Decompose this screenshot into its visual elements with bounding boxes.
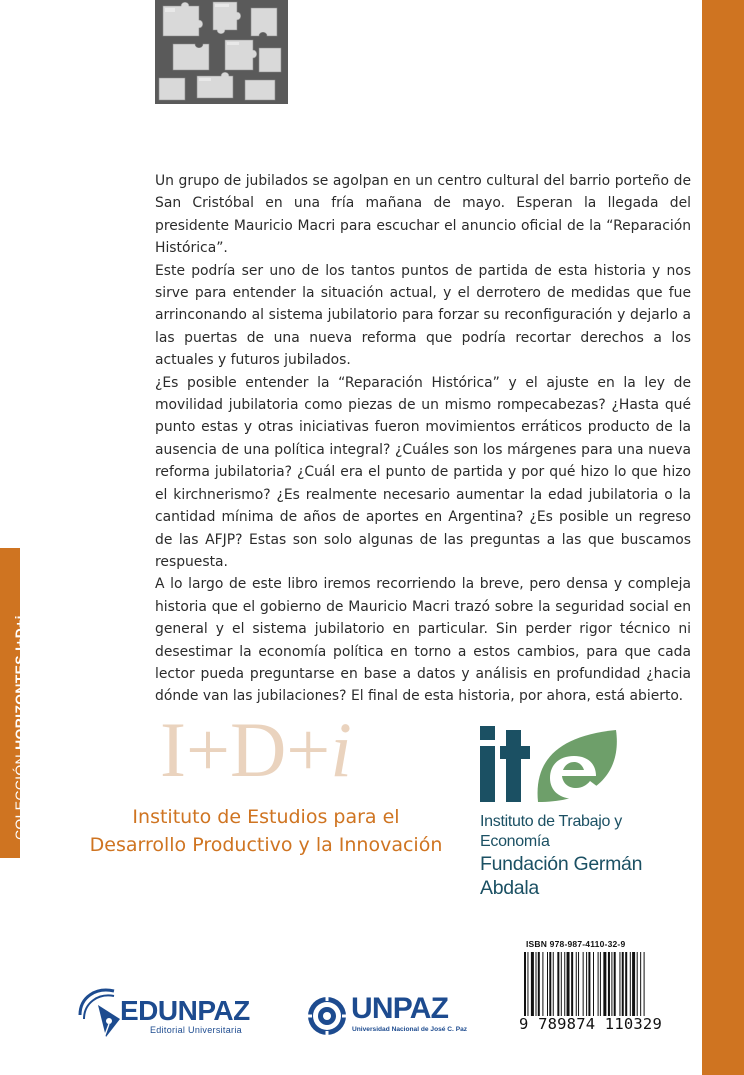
idi-name-line1: Instituto de Estudios para el [132, 806, 400, 828]
barcode-bar [630, 952, 631, 1016]
ite-logo-icon [476, 722, 626, 806]
synopsis-paragraph-2: Este podría ser uno de los tantos puntos de partida de esta historia y nos sirve para entender la situación actual, y el derrotero de medidas que fue arrinconando al sistema jubilatorio para forzar su reconfiguración y dejarlo a las puertas de una nueva reforma que podría recortar derechos a los actuales y futuros jubilados. [155, 262, 691, 369]
barcode-bar [564, 952, 565, 1016]
ite-institute-name [480, 812, 690, 900]
edunpaz-name: EDUNPAZ [120, 995, 250, 1026]
idi-logo [160, 705, 400, 795]
barcode-bar [583, 952, 584, 1016]
barcode-bar [538, 952, 540, 1016]
barcode-bar [561, 952, 562, 1016]
barcode-bar [524, 952, 526, 1016]
idi-mark-italic: i [330, 706, 352, 793]
synopsis [155, 170, 691, 708]
isbn-digits: 9 789874 110329 [519, 1015, 662, 1033]
idi-institute-name [66, 803, 466, 859]
unpaz-subtitle: Universidad Nacional de José C. Paz [352, 1026, 468, 1033]
barcode-bar [542, 952, 543, 1016]
barcode-bar [567, 952, 570, 1016]
idi-mark-regular: I+D+ [160, 706, 331, 793]
puzzle-pieces-icon [155, 0, 288, 104]
barcode-bar [571, 952, 573, 1016]
barcode-bar [611, 952, 612, 1016]
barcode-bar [600, 952, 601, 1016]
barcode-bar [644, 952, 645, 1016]
synopsis-paragraph-1: Un grupo de jubilados se agolpan en un centro cultural del barrio porteño de San Cristóbal en una fría mañana de mayo. Esperan la llegada del presidente Mauricio Macri para escuchar el anuncio oficial de la “Reparación Histórica”. [155, 173, 691, 257]
synopsis-paragraph-4: A lo largo de este libro iremos recorriendo la breve, pero densa y compleja historia que el gobierno de Mauricio Macri trazó sobre la seguridad social en general y el sistema jubilatorio en particular. Sin perder rigor técnico ni desestimar la economía política en torno a estos cambios, para que cada lector pueda preguntarse en base a datos y análisis en profundidad ¿hacia dónde van las jubilaciones? El final de esta historia, por ahora, está abierto. [155, 576, 691, 705]
barcode-bar [614, 952, 616, 1016]
collection-prefix: COLECCIÓN [12, 749, 28, 840]
barcode-bar [622, 952, 624, 1016]
idi-name-line2: Desarrollo Productivo y la Innovación [89, 834, 443, 856]
edunpaz-subtitle: Editorial Universitaria [150, 1025, 242, 1035]
right-orange-band [702, 0, 744, 1075]
barcode-bar [578, 952, 579, 1016]
collection-label [10, 540, 30, 840]
barcode-bar [586, 952, 587, 1016]
barcode-bar [632, 952, 635, 1016]
barcode-bar [625, 952, 627, 1016]
barcode-bar [640, 952, 641, 1016]
barcode-bar [588, 952, 590, 1016]
barcode-bar [619, 952, 620, 1016]
collection-title: HORIZONTES I+D+i [12, 615, 28, 750]
barcode-bar [527, 952, 528, 1016]
barcode-bar [536, 952, 537, 1016]
isbn-label: ISBN 978-987-4110-32-9 [526, 939, 626, 949]
barcode-bar [603, 952, 606, 1016]
gear-seal-icon [306, 995, 348, 1037]
unpaz-name: UNPAZ [351, 992, 449, 1025]
barcode-bar [553, 952, 554, 1016]
barcode-bar [557, 952, 559, 1016]
barcode-bar [598, 952, 599, 1016]
puzzle-photo [155, 0, 288, 104]
ite-name-line2: Fundación Germán Abdala [480, 853, 643, 899]
synopsis-paragraph-3: ¿Es posible entender la “Reparación Histórica” y el ajuste en la ley de movilidad jubilatoria como piezas de un mismo rompecabezas? ¿Hasta qué punto estas y otras iniciativas fueron movimientos erráticos producto de la ausencia de una política integral? ¿Cuáles son los márgenes para una nueva reforma jubilatoria? ¿Cuál era el punto de partida y por qué hizo lo que hizo el kirchnerismo? ¿Es realmente necesario aumentar la edad jubilatoria o la cantidad mínima de años de aportes en Argentina? ¿Es posible un regreso de las AFJP? Estas son solo algunas de las preguntas a las que buscamos respuesta. [155, 374, 691, 570]
barcode-bar [593, 952, 594, 1016]
barcode-bar [547, 952, 548, 1016]
isbn-barcode [522, 952, 692, 1016]
barcode-bar [549, 952, 551, 1016]
barcode-bar [576, 952, 577, 1016]
barcode-bar [608, 952, 610, 1016]
barcode-bar [637, 952, 638, 1016]
ite-name-line1: Instituto de Trabajo y Economía [480, 813, 622, 850]
barcode-bar [531, 952, 534, 1016]
